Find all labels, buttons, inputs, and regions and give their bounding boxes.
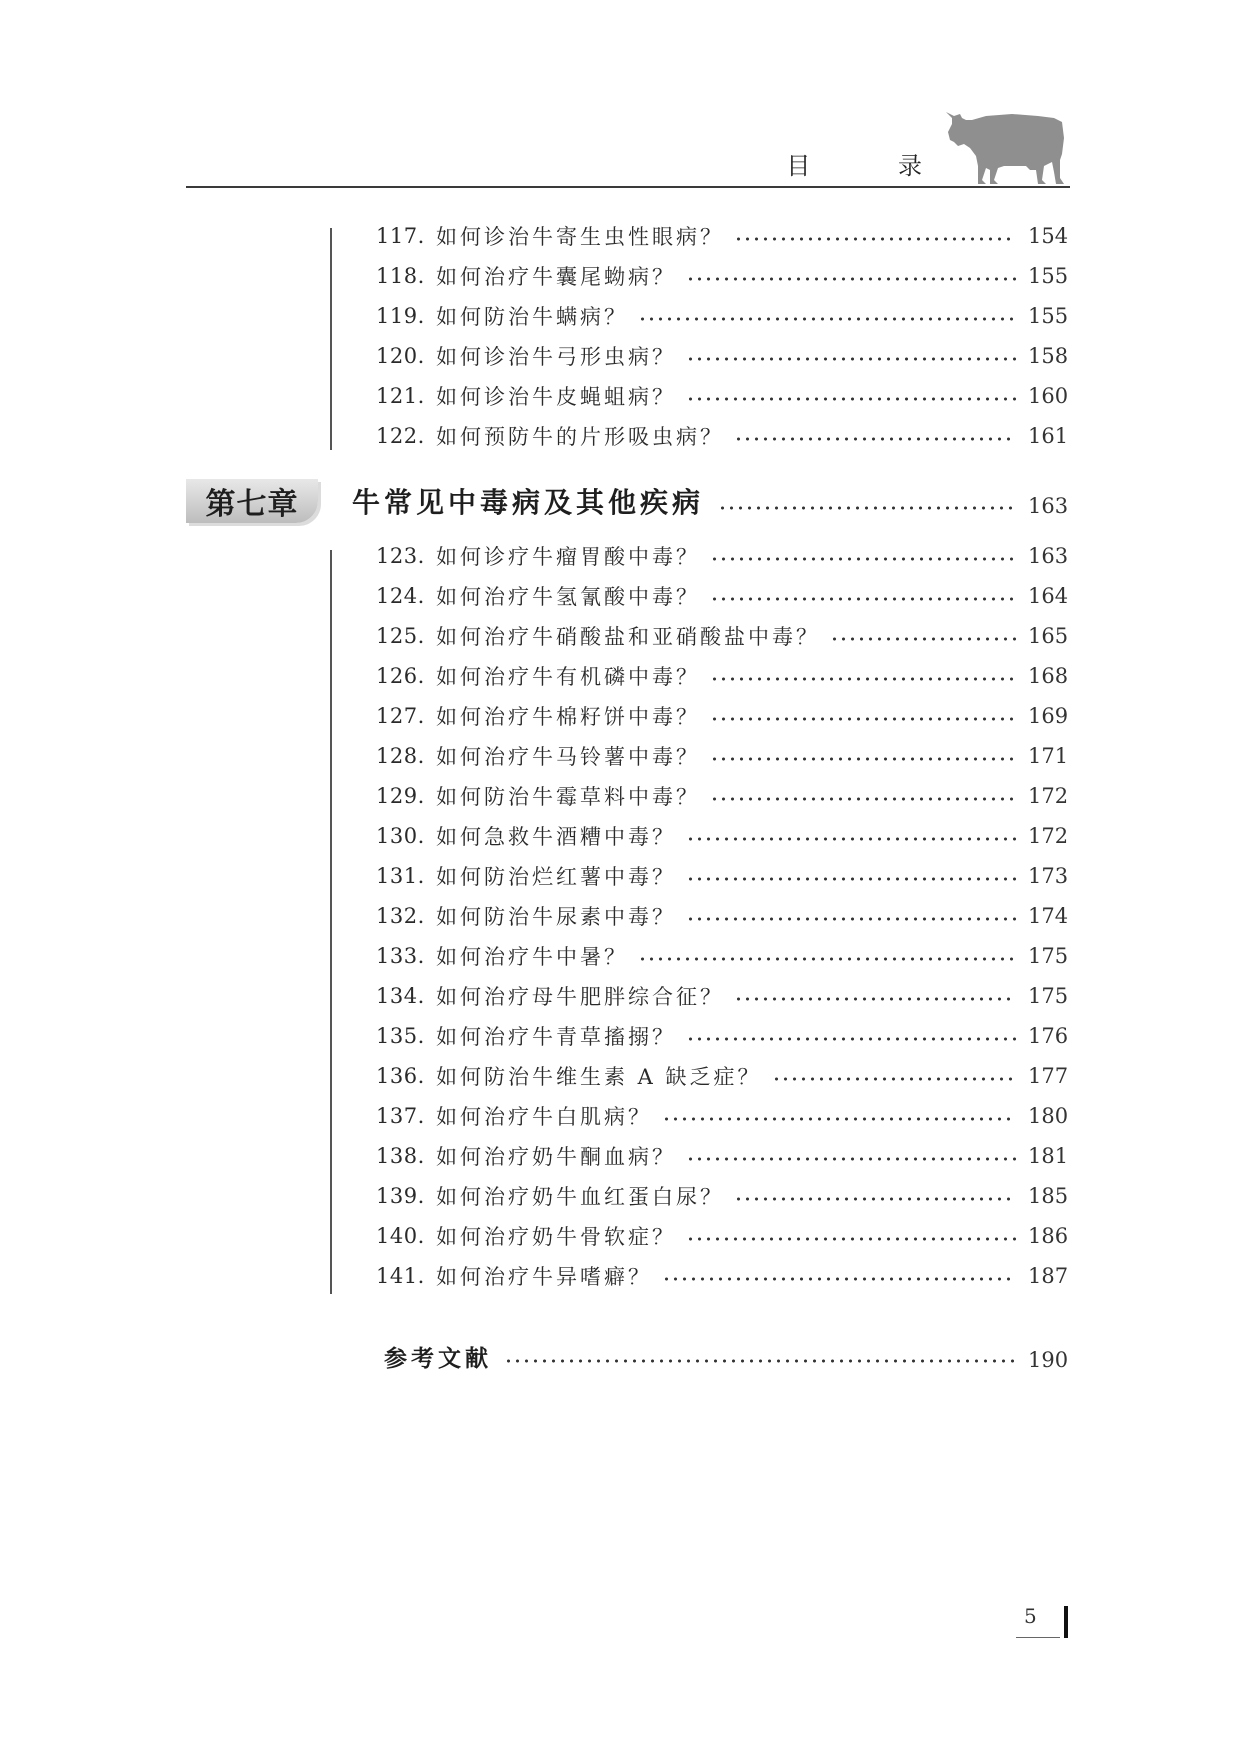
dot-leader [734,997,1016,1001]
entry-title: 如何诊治牛弓形虫病？ [436,345,676,369]
toc-entry[interactable] [376,1136,1068,1176]
entry-page: 176 [1028,1024,1069,1048]
chapter-page: 163 [1028,494,1069,518]
entry-number: 128. [376,744,425,768]
entry-title: 如何治疗牛棉籽饼中毒？ [436,705,700,729]
entry-page: 175 [1028,984,1069,1008]
entry-number: 127. [376,704,425,728]
dot-leader [772,1077,1016,1081]
dot-leader [686,917,1016,921]
header-title: 目 录 [786,152,962,180]
entry-number: 122. [376,424,425,448]
dot-leader [710,597,1016,601]
dot-leader [686,397,1016,401]
entry-number: 125. [376,624,425,648]
entry-title: 如何治疗奶牛酮血病？ [436,1145,676,1169]
toc-entry[interactable] [376,256,1068,296]
dot-leader [686,1237,1016,1241]
toc-entry[interactable] [376,1056,1068,1096]
toc-entry[interactable] [376,736,1068,776]
toc-entry[interactable] [376,936,1068,976]
chapter-heading[interactable] [186,476,1068,526]
entry-number: 121. [376,384,425,408]
entry-title: 如何治疗牛有机磷中毒？ [436,665,700,689]
entry-page: 180 [1028,1104,1069,1128]
toc-entry[interactable] [376,616,1068,656]
entry-page: 177 [1028,1064,1069,1088]
references-entry[interactable] [384,1334,1068,1378]
entry-title: 如何预防牛的片形吸虫病？ [436,425,724,449]
entry-page: 168 [1028,664,1069,688]
entry-title: 如何治疗母牛肥胖综合征？ [436,985,724,1009]
entry-number: 129. [376,784,425,808]
entry-title: 如何治疗奶牛骨软症？ [436,1225,676,1249]
dot-leader [686,1157,1016,1161]
toc-entry[interactable] [376,536,1068,576]
entry-number: 138. [376,1144,425,1168]
entry-title: 如何急救牛酒糟中毒？ [436,825,676,849]
header-rule [186,186,1070,188]
entry-number: 139. [376,1184,425,1208]
entry-number: 123. [376,544,425,568]
entry-page: 163 [1028,544,1069,568]
entry-title: 如何诊疗牛瘤胃酸中毒？ [436,545,700,569]
entry-page: 173 [1028,864,1069,888]
entry-title: 如何治疗奶牛血红蛋白尿？ [436,1185,724,1209]
entry-number: 118. [376,264,425,288]
toc-entry[interactable] [376,1016,1068,1056]
toc-entry[interactable] [376,816,1068,856]
toc-entry[interactable] [376,336,1068,376]
entry-number: 120. [376,344,425,368]
dot-leader [638,317,1016,321]
entry-title: 如何治疗牛中暑？ [436,945,628,969]
dot-leader [710,797,1016,801]
entry-number: 132. [376,904,425,928]
entry-page: 175 [1028,944,1069,968]
toc-entry[interactable] [376,1216,1068,1256]
entry-title: 如何防治烂红薯中毒？ [436,865,676,889]
entry-page: 169 [1028,704,1069,728]
toc-entry[interactable] [376,856,1068,896]
entry-number: 119. [376,304,425,328]
section-margin-bar [330,228,332,450]
toc-entry[interactable] [376,896,1068,936]
entry-page: 158 [1028,344,1069,368]
toc-entry[interactable] [376,1256,1068,1296]
toc-entry[interactable] [376,576,1068,616]
entry-title: 如何治疗牛异嗜癖？ [436,1265,652,1289]
toc-entry[interactable] [376,976,1068,1016]
entry-number: 137. [376,1104,425,1128]
chapter-margin-bar [330,550,332,1294]
entry-page: 155 [1028,304,1069,328]
entry-number: 131. [376,864,425,888]
page-number-bar [1064,1606,1068,1638]
toc-entry[interactable] [376,416,1068,456]
entry-number: 141. [376,1264,425,1288]
toc-entry[interactable] [376,216,1068,256]
dot-leader [710,757,1016,761]
toc-entry[interactable] [376,376,1068,416]
entry-title: 如何治疗牛马铃薯中毒？ [436,745,700,769]
entry-title: 如何诊治牛皮蝇蛆病？ [436,385,676,409]
dot-leader [686,1037,1016,1041]
entry-title: 如何防治牛霉草料中毒？ [436,785,700,809]
page-number-text: 5 [1024,1604,1037,1628]
entry-page: 165 [1028,624,1069,648]
entry-page: 186 [1028,1224,1069,1248]
dot-leader [710,717,1016,721]
entry-number: 124. [376,584,425,608]
toc-entry[interactable] [376,296,1068,336]
entry-page: 187 [1028,1264,1069,1288]
references-title: 参考文献 [384,1345,492,1372]
entry-title: 如何防治牛尿素中毒？ [436,905,676,929]
entry-number: 133. [376,944,425,968]
entry-number: 135. [376,1024,425,1048]
dot-leader [662,1117,1016,1121]
dot-leader [638,957,1016,961]
dot-leader [718,506,1016,510]
dot-leader [830,637,1016,641]
entry-title: 如何诊治牛寄生虫性眼病？ [436,225,724,249]
toc-entry[interactable] [376,696,1068,736]
dot-leader [686,837,1016,841]
toc-entry[interactable] [376,1096,1068,1136]
entry-number: 140. [376,1224,425,1248]
dot-leader [686,877,1016,881]
entry-number: 136. [376,1064,425,1088]
dot-leader [662,1277,1016,1281]
entry-title: 如何治疗牛硝酸盐和亚硝酸盐中毒？ [436,625,820,649]
dot-leader [734,1197,1016,1201]
dot-leader [734,237,1016,241]
entry-page: 164 [1028,584,1069,608]
dot-leader [504,1359,1016,1363]
entry-page: 185 [1028,1184,1069,1208]
entry-number: 130. [376,824,425,848]
entry-page: 154 [1028,224,1069,248]
dot-leader [686,277,1016,281]
entry-page: 174 [1028,904,1069,928]
dot-leader [686,357,1016,361]
page-number-underline [1016,1637,1060,1638]
entry-title: 如何治疗牛青草搐搦？ [436,1025,676,1049]
toc-entry[interactable] [376,1176,1068,1216]
entry-title: 如何防治牛螨病？ [436,305,628,329]
running-header [186,110,1070,188]
chapter-title: 牛常见中毒病及其他疾病 [352,486,705,519]
entry-title: 如何治疗牛白肌病？ [436,1105,652,1129]
entry-title: 如何防治牛维生素 A 缺乏症？ [436,1065,762,1089]
dot-leader [710,557,1016,561]
entry-title: 如何治疗牛囊尾蚴病？ [436,265,676,289]
entry-page: 155 [1028,264,1069,288]
dot-leader [710,677,1016,681]
entry-number: 134. [376,984,425,1008]
toc-entry[interactable] [376,656,1068,696]
entry-page: 171 [1028,744,1069,768]
references-page: 190 [1028,1348,1069,1372]
cow-icon [942,110,1070,186]
entry-number: 126. [376,664,425,688]
entry-page: 161 [1028,424,1069,448]
entry-page: 181 [1028,1144,1069,1168]
entry-title: 如何治疗牛氢氰酸中毒？ [436,585,700,609]
entry-page: 160 [1028,384,1069,408]
page-number [1020,1604,1068,1638]
dot-leader [734,437,1016,441]
entry-page: 172 [1028,824,1069,848]
entry-number: 117. [376,224,425,248]
toc-entry[interactable] [376,776,1068,816]
chapter-badge: 第七章 [186,479,318,523]
entry-page: 172 [1028,784,1069,808]
